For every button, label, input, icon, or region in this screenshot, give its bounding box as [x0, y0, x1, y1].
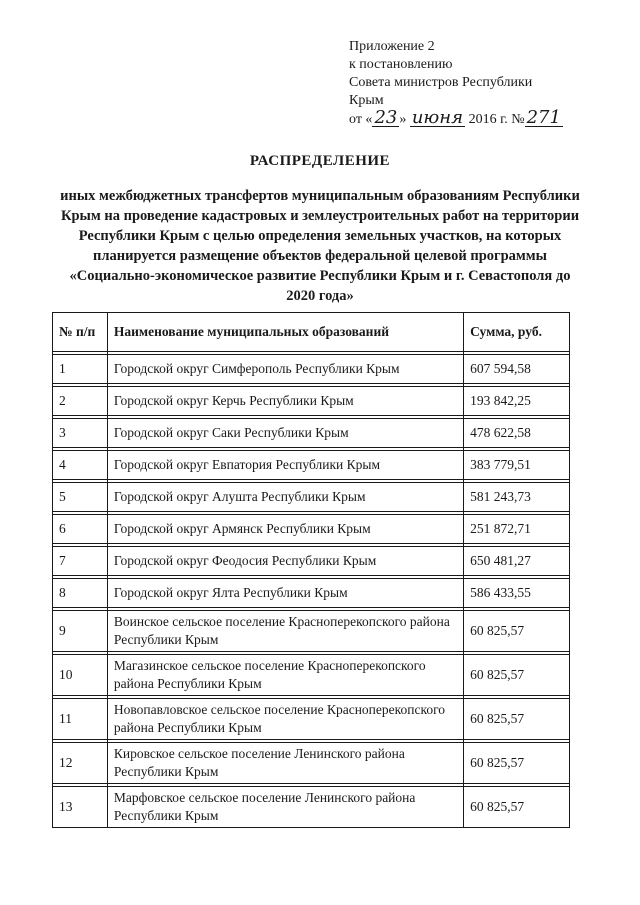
table-row — [53, 451, 570, 480]
table-row — [53, 787, 570, 828]
appendix-line-1: Приложение 2 — [349, 39, 435, 54]
table-row — [53, 483, 570, 512]
row-amount: 607 594,58 — [464, 355, 570, 384]
date-year: 2016 г. № — [468, 112, 525, 127]
row-number: 13 — [53, 787, 108, 828]
row-number: 2 — [53, 387, 108, 416]
row-amount: 60 825,57 — [464, 743, 570, 784]
row-municipality: Новопавловское сельское поселение Красноперекопского района Республики Крым — [107, 699, 463, 740]
table-row — [53, 743, 570, 784]
row-amount: 383 779,51 — [464, 451, 570, 480]
row-amount: 478 622,58 — [464, 419, 570, 448]
table-row — [53, 579, 570, 608]
appendix-line-4: Крым — [349, 93, 384, 108]
appendix-line-3: Совета министров Республики — [349, 75, 533, 90]
row-municipality: Городской округ Феодосия Республики Крым — [107, 547, 463, 576]
row-amount: 581 243,73 — [464, 483, 570, 512]
row-number: 5 — [53, 483, 108, 512]
row-number: 7 — [53, 547, 108, 576]
row-municipality: Городской округ Алушта Республики Крым — [107, 483, 463, 512]
row-municipality: Городской округ Евпатория Республики Крым — [107, 451, 463, 480]
row-municipality: Городской округ Симферополь Республики Крым — [107, 355, 463, 384]
row-number: 9 — [53, 611, 108, 652]
row-amount: 650 481,27 — [464, 547, 570, 576]
row-number: 11 — [53, 699, 108, 740]
row-municipality: Городской округ Ялта Республики Крым — [107, 579, 463, 608]
date-prefix: от « — [349, 112, 373, 127]
row-number: 8 — [53, 579, 108, 608]
date-mid: » — [399, 112, 407, 127]
row-amount: 251 872,71 — [464, 515, 570, 544]
row-amount: 60 825,57 — [464, 655, 570, 696]
row-number: 6 — [53, 515, 108, 544]
row-number: 4 — [53, 451, 108, 480]
document-title: РАСПРЕДЕЛЕНИЕ — [249, 153, 391, 169]
row-municipality: Марфовское сельское поселение Ленинского района Республики Крым — [107, 787, 463, 828]
table-row — [53, 547, 570, 576]
row-amount: 586 433,55 — [464, 579, 570, 608]
table-body — [53, 352, 570, 828]
row-municipality: Магазинское сельское поселение Красноперекопского района Республики Крым — [107, 655, 463, 696]
row-number: 10 — [53, 655, 108, 696]
table-row — [53, 387, 570, 416]
header-name: Наименование муниципальных образований — [107, 313, 463, 352]
handwritten-day: 23 — [374, 107, 398, 128]
row-number: 12 — [53, 743, 108, 784]
handwritten-month: июня — [411, 107, 464, 128]
document-subtitle: иных межбюджетных трансфертов муниципальным образованиям Республики Крым на проведение кадастровых и землеустроительных работ на территории Республики Крым с целью определения земельных участков, на которых планируется размещение объектов федеральной целевой программы «Социально-экономическое развитие Республики Крым и г. Севастополя до 2020 года» — [60, 188, 580, 304]
appendix-date-line — [349, 107, 563, 129]
row-amount: 60 825,57 — [464, 699, 570, 740]
appendix-header — [349, 38, 563, 129]
table-row — [53, 515, 570, 544]
row-amount: 60 825,57 — [464, 787, 570, 828]
header-amount: Сумма, руб. — [464, 313, 570, 352]
row-municipality: Воинское сельское поселение Красноперекопского района Республики Крым — [107, 611, 463, 652]
header-number: № п/п — [53, 313, 108, 352]
table-row — [53, 699, 570, 740]
handwritten-number: 271 — [526, 107, 561, 128]
table-header-row — [53, 313, 570, 352]
appendix-line-2: к постановлению — [349, 57, 453, 72]
table-row — [53, 355, 570, 384]
row-municipality: Городской округ Армянск Республики Крым — [107, 515, 463, 544]
row-number: 1 — [53, 355, 108, 384]
row-amount: 193 842,25 — [464, 387, 570, 416]
row-number: 3 — [53, 419, 108, 448]
distribution-table — [52, 312, 570, 828]
table-row — [53, 419, 570, 448]
table-row — [53, 655, 570, 696]
row-municipality: Городской округ Саки Республики Крым — [107, 419, 463, 448]
row-municipality: Городской округ Керчь Республики Крым — [107, 387, 463, 416]
row-municipality: Кировское сельское поселение Ленинского района Республики Крым — [107, 743, 463, 784]
table-row — [53, 611, 570, 652]
row-amount: 60 825,57 — [464, 611, 570, 652]
